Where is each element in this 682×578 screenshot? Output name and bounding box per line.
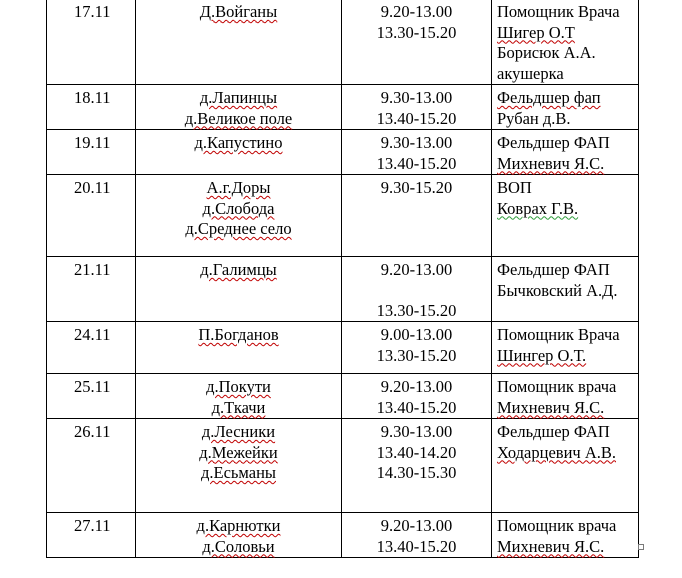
staff-line: Фельдшер ФАП bbox=[497, 260, 610, 279]
time-range: 9.30-13.00 bbox=[380, 422, 453, 441]
staff-cell bbox=[492, 257, 639, 322]
place-name: д.Есьманы bbox=[200, 463, 276, 482]
time-cell bbox=[342, 130, 492, 175]
staff-line: Шигер О.Т bbox=[497, 22, 575, 42]
table-row bbox=[47, 85, 639, 130]
staff-line: Михневич Я.С. bbox=[497, 153, 605, 173]
staff-line: ВОП bbox=[497, 178, 532, 197]
place-cell bbox=[136, 175, 342, 257]
staff-cell bbox=[492, 85, 639, 130]
place-name: Д.Войганы bbox=[199, 2, 278, 21]
time-cell bbox=[342, 374, 492, 419]
table-row bbox=[47, 0, 639, 85]
time-range: 13.40-14.20 bbox=[376, 442, 457, 462]
time-range: 9.20-13.00 bbox=[380, 2, 453, 21]
time-cell bbox=[342, 419, 492, 513]
place-name: д.Капустино bbox=[194, 133, 283, 152]
time-range: 13.40-15.20 bbox=[376, 536, 457, 556]
staff-line: Помощник врача bbox=[497, 516, 617, 535]
staff-line: Помощник Врача bbox=[497, 325, 620, 344]
table-row bbox=[47, 322, 639, 374]
time-cell bbox=[342, 85, 492, 130]
staff-cell bbox=[492, 513, 639, 558]
table-row bbox=[47, 513, 639, 558]
place-name: П.Богданов bbox=[198, 325, 279, 344]
staff-line: Бычковский А.Д. bbox=[497, 280, 618, 300]
date-cell bbox=[47, 257, 136, 322]
time-range: 13.30-15.20 bbox=[376, 345, 457, 365]
schedule-table bbox=[46, 0, 639, 558]
time-range: 9.20-13.00 bbox=[380, 260, 453, 279]
time-cell bbox=[342, 513, 492, 558]
table-row bbox=[47, 419, 639, 513]
date-cell bbox=[47, 175, 136, 257]
staff-cell bbox=[492, 130, 639, 175]
time-cell bbox=[342, 0, 492, 85]
place-cell bbox=[136, 513, 342, 558]
time-range: 9.00-13.00 bbox=[380, 325, 453, 344]
spacer bbox=[342, 281, 491, 301]
time-range: 13.40-15.20 bbox=[376, 153, 457, 173]
place-cell bbox=[136, 85, 342, 130]
table-row bbox=[47, 257, 639, 322]
place-name: д.Лесники bbox=[201, 422, 276, 441]
staff-line: Помощник врача bbox=[497, 377, 617, 396]
date-cell bbox=[47, 85, 136, 130]
staff-line: Фельдшер ФАП bbox=[497, 133, 610, 152]
place-name: д.Покути bbox=[206, 377, 271, 396]
place-name: А.г.Доры bbox=[206, 178, 271, 197]
date-cell bbox=[47, 419, 136, 513]
time-range: 13.30-15.20 bbox=[376, 300, 457, 320]
place-cell bbox=[136, 374, 342, 419]
time-range: 14.30-15.30 bbox=[376, 463, 457, 482]
staff-line bbox=[497, 199, 638, 220]
table-row bbox=[47, 175, 639, 257]
date-text: 24.11 bbox=[74, 325, 111, 344]
date-text: 19.11 bbox=[74, 133, 111, 152]
date-text: 27.11 bbox=[74, 516, 111, 535]
staff-line: Фельдшер ФАП bbox=[497, 422, 610, 441]
place-name: д.Межейки bbox=[199, 442, 278, 462]
date-cell bbox=[47, 374, 136, 419]
staff-cell bbox=[492, 374, 639, 419]
place-cell bbox=[136, 130, 342, 175]
time-cell bbox=[342, 175, 492, 257]
time-range: 9.30-15.20 bbox=[380, 178, 453, 197]
time-range: 9.20-13.00 bbox=[380, 516, 453, 535]
staff-cell bbox=[492, 322, 639, 374]
place-cell bbox=[136, 0, 342, 85]
time-range: 13.40-15.20 bbox=[376, 397, 457, 417]
time-range: 13.40-15.20 bbox=[376, 108, 457, 128]
staff-line: Михневич Я.С. bbox=[497, 397, 605, 417]
staff-line: Михневич Я.С. bbox=[497, 536, 605, 556]
place-cell bbox=[136, 257, 342, 322]
staff-line: Фельдшер фап bbox=[497, 88, 601, 107]
staff-line-text: Коврах Г.В. bbox=[497, 198, 579, 218]
time-range: 9.30-13.00 bbox=[380, 88, 453, 107]
staff-line: Шингер О.Т. bbox=[497, 345, 587, 365]
date-cell bbox=[47, 130, 136, 175]
time-range: 9.30-13.00 bbox=[380, 133, 453, 152]
table-end-marker bbox=[638, 544, 644, 550]
staff-cell bbox=[492, 419, 639, 513]
place-cell bbox=[136, 419, 342, 513]
place-name: д.Среднее село bbox=[185, 219, 292, 238]
date-text: 21.11 bbox=[74, 260, 111, 279]
place-name: д.Карнютки bbox=[196, 516, 281, 535]
date-text: 26.11 bbox=[74, 422, 111, 441]
place-name: д.Великое поле bbox=[184, 108, 293, 128]
place-name: д.Ткачи bbox=[211, 397, 266, 417]
date-text: 25.11 bbox=[74, 377, 111, 396]
place-cell bbox=[136, 322, 342, 374]
place-name: д.Лапинцы bbox=[199, 88, 278, 107]
staff-cell bbox=[492, 175, 639, 257]
staff-line: акушерка bbox=[497, 63, 564, 83]
date-cell bbox=[47, 0, 136, 85]
date-text: 20.11 bbox=[74, 178, 111, 197]
place-name: д.Галимцы bbox=[200, 260, 277, 279]
date-text: 17.11 bbox=[74, 2, 111, 21]
date-cell bbox=[47, 513, 136, 558]
time-range: 13.30-15.20 bbox=[376, 22, 457, 42]
date-text: 18.11 bbox=[74, 88, 111, 107]
table-row bbox=[47, 374, 639, 419]
date-cell bbox=[47, 322, 136, 374]
place-name: д.Соловьи bbox=[202, 536, 275, 556]
staff-line: Ходарцевич А.В. bbox=[497, 442, 616, 462]
place-name: д.Слобода bbox=[202, 198, 275, 218]
staff-line: Борисюк А.А. bbox=[497, 43, 596, 62]
table-row bbox=[47, 130, 639, 175]
time-cell bbox=[342, 322, 492, 374]
time-cell bbox=[342, 257, 492, 322]
time-range: 9.20-13.00 bbox=[380, 377, 453, 396]
staff-line: Рубан д.В. bbox=[497, 108, 571, 128]
staff-line: Помощник Врача bbox=[497, 2, 620, 21]
staff-cell bbox=[492, 0, 639, 85]
